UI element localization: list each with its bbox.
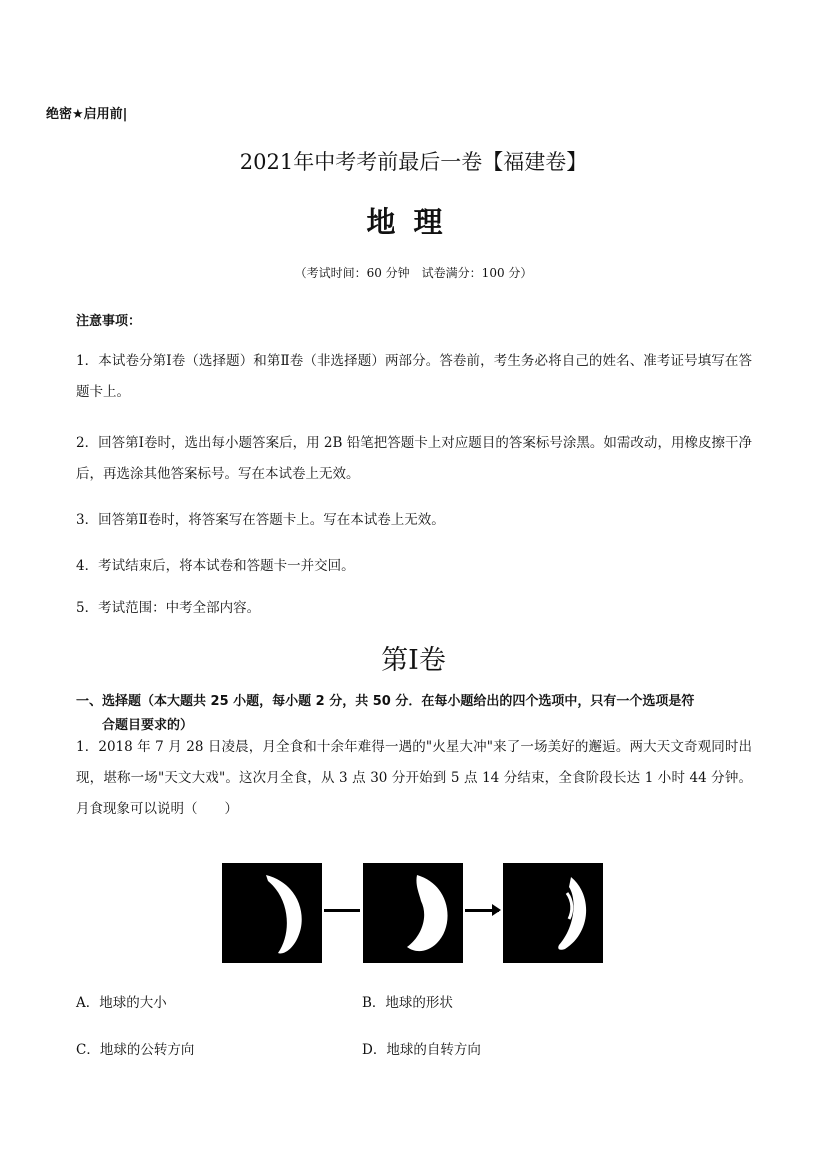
arrow-line	[324, 909, 360, 912]
option-a[interactable]: A．地球的大小	[76, 995, 167, 1011]
confidential-mark: 绝密★启用前|	[46, 107, 128, 122]
notice-item: 1．本试卷分第Ⅰ卷（选择题）和第Ⅱ卷（非选择题）两部分。答卷前，考生务必将自己的姓名、准考证号填写在答题卡上。	[76, 353, 752, 400]
exam-info: （考试时间：60 分钟 试卷满分：100 分）	[294, 266, 533, 280]
section-title: 第Ⅰ卷	[381, 645, 446, 676]
notice-item: 4．考试结束后，将本试卷和答题卡一并交回。	[76, 558, 355, 574]
notice-item: 2．回答第Ⅰ卷时，选出每小题答案后，用 2B 铅笔把答题卡上对应题目的答案标号涂黑。如需改动，用橡皮擦干净后，再选涂其他答案标号。写在本试卷上无效。	[76, 435, 752, 482]
arrow-head-icon	[492, 904, 501, 916]
question-section-heading	[76, 690, 756, 738]
moon-phase-image-1	[222, 863, 322, 963]
question-stem: 1．2018 年 7 月 28 日凌晨，月全食和十余年难得一遇的"火星大冲"来了一场美好的邂逅。两大天文奇观同时出现，堪称一场"天文大戏"。这次月全食，从 3 点 30 分开始到 5 点 14 分结束，全食阶段长达 1 小时 44 分钟。月食现象可以说明（ ）	[76, 739, 752, 817]
moon-phase-image-2	[363, 863, 463, 963]
heading-line: 合题目要求的）	[102, 718, 194, 733]
moon-phase-image-3	[503, 863, 603, 963]
subject-title: 地理	[366, 205, 461, 239]
option-c[interactable]: C．地球的公转方向	[76, 1042, 195, 1058]
notice-item: 5．考试范围：中考全部内容。	[76, 600, 261, 616]
notice-item: 3．回答第Ⅱ卷时，将答案写在答题卡上。写在本试卷上无效。	[76, 512, 445, 528]
option-d[interactable]: D．地球的自转方向	[362, 1042, 481, 1058]
option-b[interactable]: B．地球的形状	[362, 995, 453, 1011]
exam-title: 2021年中考考前最后一卷【福建卷】	[239, 150, 588, 174]
heading-line: 一、选择题（本大题共 25 小题，每小题 2 分，共 50 分．在每小题给出的四个选项中，只有一个选项是符	[76, 694, 695, 709]
notice-title: 注意事项：	[76, 314, 142, 329]
